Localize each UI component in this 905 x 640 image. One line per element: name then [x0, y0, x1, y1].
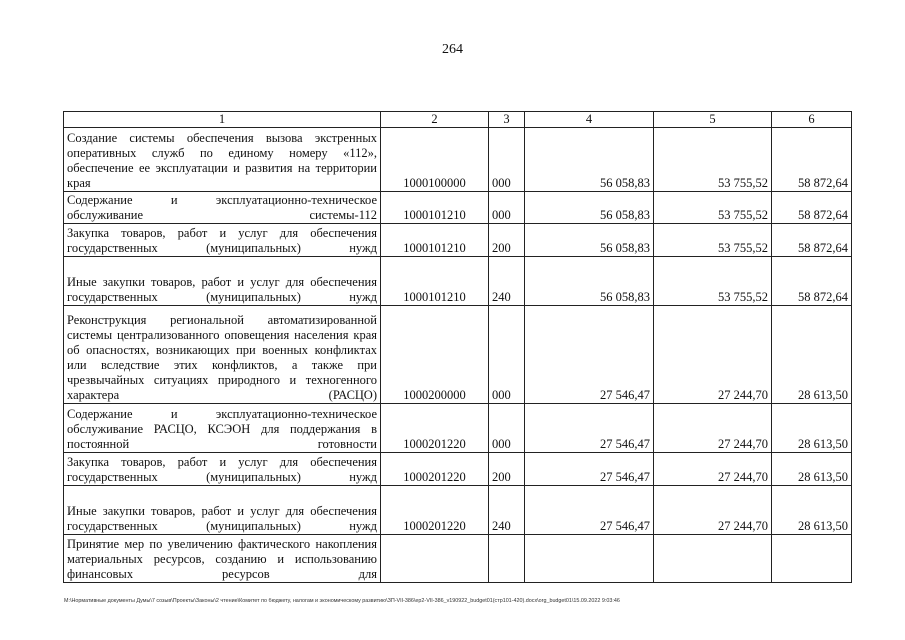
row-value-1: 27 546,47	[525, 404, 654, 453]
row-value-3: 28 613,50	[772, 486, 852, 535]
row-type: 000	[489, 306, 525, 404]
row-code: 1000100000	[381, 128, 489, 192]
row-value-3	[772, 535, 852, 583]
row-value-3: 58 872,64	[772, 257, 852, 306]
row-value-1: 27 546,47	[525, 306, 654, 404]
table-row	[64, 404, 852, 453]
row-type: 000	[489, 192, 525, 224]
row-code	[381, 535, 489, 583]
row-name: Иные закупки товаров, работ и услуг для обеспечения государственных (муниципальных) нужд	[64, 486, 381, 535]
header-col-5: 5	[654, 112, 772, 128]
row-type: 000	[489, 128, 525, 192]
row-value-2: 53 755,52	[654, 192, 772, 224]
row-name: Создание системы обеспечения вызова экстренных оперативных служб по единому номеру «112», обеспечение ее эксплуатации и развития на территории края	[64, 128, 381, 192]
row-value-1: 27 546,47	[525, 453, 654, 486]
table-row	[64, 535, 852, 583]
page-number: 264	[442, 42, 463, 57]
row-name: Иные закупки товаров, работ и услуг для обеспечения государственных (муниципальных) нужд	[64, 257, 381, 306]
row-value-2: 27 244,70	[654, 404, 772, 453]
row-value-2: 27 244,70	[654, 486, 772, 535]
row-value-3: 28 613,50	[772, 306, 852, 404]
row-name: Принятие мер по увеличению фактического накопления материальных ресурсов, созданию и использованию финансовых ресурсов для	[64, 535, 381, 583]
row-name: Содержание и эксплуатационно-техническое обслуживание РАСЦО, КСЭОН для поддержания в постоянной готовности	[64, 404, 381, 453]
row-name: Содержание и эксплуатационно-техническое обслуживание системы-112	[64, 192, 381, 224]
row-value-3: 28 613,50	[772, 404, 852, 453]
row-code: 1000201220	[381, 404, 489, 453]
table-row	[64, 306, 852, 404]
row-value-1	[525, 535, 654, 583]
row-code: 1000201220	[381, 453, 489, 486]
row-value-2: 27 244,70	[654, 306, 772, 404]
header-col-1: 1	[64, 112, 381, 128]
table-row	[64, 192, 852, 224]
row-value-1: 56 058,83	[525, 257, 654, 306]
row-type: 240	[489, 486, 525, 535]
row-value-2: 53 755,52	[654, 224, 772, 257]
row-code: 1000101210	[381, 192, 489, 224]
table-row	[64, 257, 852, 306]
row-value-2: 53 755,52	[654, 257, 772, 306]
header-col-3: 3	[489, 112, 525, 128]
row-code: 1000201220	[381, 486, 489, 535]
row-value-2: 53 755,52	[654, 128, 772, 192]
row-value-3: 28 613,50	[772, 453, 852, 486]
budget-table	[63, 111, 852, 583]
row-value-3: 58 872,64	[772, 192, 852, 224]
row-value-1: 27 546,47	[525, 486, 654, 535]
row-name: Закупка товаров, работ и услуг для обеспечения государственных (муниципальных) нужд	[64, 224, 381, 257]
row-name: Реконструкция региональной автоматизированной системы централизованного оповещения населения края об опасностях, возникающих при военных конфликтах или вследствие этих конфликтов, а также при чрезвычайных ситуациях природного и техногенного характера (РАСЦО)	[64, 306, 381, 404]
row-code: 1000101210	[381, 224, 489, 257]
row-code: 1000101210	[381, 257, 489, 306]
row-type: 240	[489, 257, 525, 306]
table-row	[64, 128, 852, 192]
table-row	[64, 453, 852, 486]
row-value-1: 56 058,83	[525, 224, 654, 257]
row-value-3: 58 872,64	[772, 128, 852, 192]
table-row	[64, 224, 852, 257]
row-name: Закупка товаров, работ и услуг для обеспечения государственных (муниципальных) нужд	[64, 453, 381, 486]
document-path-footer: M:\Нормативные документы Думы\7 созыв\Проекты\Законы\2 чтение\Комитет по бюджету, налогам и экономическому развитию\ЗП-VII-386\ep2-VII-386_v190922_budget01(стр101-420).docx\org_budget01\15.09.2022 9:03:46	[64, 598, 620, 604]
table-row	[64, 486, 852, 535]
row-value-3: 58 872,64	[772, 224, 852, 257]
row-type: 200	[489, 224, 525, 257]
header-col-4: 4	[525, 112, 654, 128]
row-value-1: 56 058,83	[525, 192, 654, 224]
header-row	[64, 112, 852, 128]
row-value-1: 56 058,83	[525, 128, 654, 192]
header-col-6: 6	[772, 112, 852, 128]
header-col-2: 2	[381, 112, 489, 128]
row-value-2	[654, 535, 772, 583]
row-type: 000	[489, 404, 525, 453]
row-code: 1000200000	[381, 306, 489, 404]
row-type	[489, 535, 525, 583]
row-value-2: 27 244,70	[654, 453, 772, 486]
row-type: 200	[489, 453, 525, 486]
